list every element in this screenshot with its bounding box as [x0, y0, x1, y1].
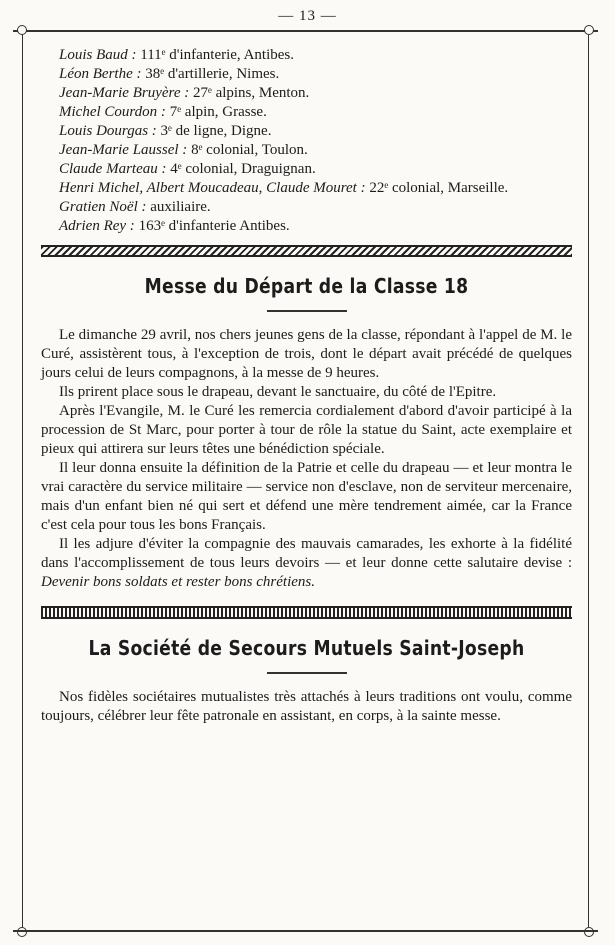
frame-ornament-icon — [17, 927, 27, 937]
section-title-societe: La Société de Secours Mutuels Saint-Joseph — [88, 636, 525, 660]
page-content — [41, 46, 572, 726]
soldier-entry: Adrien Rey : 163ᵉ d'infanterie Antibes. — [59, 218, 290, 234]
ornamental-divider — [41, 245, 572, 257]
paragraph: Le dimanche 29 avril, nos chers jeunes gens de la classe, répondant à l'appel de M. le Curé, assistèrent tous, à l'exception de trois, dont le départ avait précédé de quelques jours celui de leurs compagnons, à la messe de 9 heures. — [41, 327, 572, 381]
paragraph: Après l'Evangile, M. le Curé les remercia cordialement d'abord d'avoir participé à la procession de St Marc, pour porter à tour de rôle la statue du Saint, acte exemplaire et pieux qui attirera sur leurs têtes une bénédiction spéciale. — [41, 403, 572, 457]
title-rule — [267, 672, 347, 674]
soldier-entry: Henri Michel, Albert Moucadeau, Claude Mouret : 22ᵉ colonial, Marseille. — [59, 180, 509, 196]
frame-ornament-icon — [584, 927, 594, 937]
ornamental-divider — [41, 606, 572, 619]
soldier-entry: Louis Baud : 111ᵉ d'infanterie, Antibes. — [59, 47, 295, 63]
page-number: — 13 — — [278, 8, 337, 24]
motto: Devenir bons soldats et rester bons chrétiens. — [41, 574, 315, 590]
soldier-list — [41, 46, 572, 236]
paragraph: Il les adjure d'éviter la compagnie des mauvais camarades, les exhorte à la fidélité dans l'accomplissement de tous leurs devoirs — et leur donne cette salutaire devise : Devenir bons soldats et rester bons chrétiens. — [41, 536, 572, 590]
soldier-entry: Léon Berthe : 38ᵉ d'artillerie, Nimes. — [59, 66, 280, 82]
frame-ornament-icon — [584, 25, 594, 35]
title-rule — [267, 310, 347, 312]
soldier-entry: Louis Dourgas : 3ᵉ de ligne, Digne. — [59, 123, 272, 139]
page-frame — [22, 30, 589, 932]
paragraph: Ils prirent place sous le drapeau, devant le sanctuaire, du côté de l'Epitre. — [59, 384, 497, 400]
soldier-entry: Gratien Noël : auxiliaire. — [59, 199, 211, 215]
frame-ornament-icon — [17, 25, 27, 35]
soldier-entry: Claude Marteau : 4ᵉ colonial, Draguignan. — [59, 161, 316, 177]
paragraph: Il leur donna ensuite la définition de la Patrie et celle du drapeau — et leur montra le vrai caractère du service militaire — service non d'esclave, non de serviteur mercenaire, mais d'un enfant bien né qui sert et défend une mère tendrement aimée, car la France c'est cela pour tous les bons Français. — [41, 460, 572, 533]
soldier-entry: Michel Courdon : 7ᵉ alpin, Grasse. — [59, 104, 267, 120]
section-title-messe: Messe du Départ de la Classe 18 — [144, 274, 469, 298]
soldier-entry: Jean-Marie Bruyère : 27ᵉ alpins, Menton. — [59, 85, 310, 101]
soldier-entry: Jean-Marie Laussel : 8ᵉ colonial, Toulon. — [59, 142, 308, 158]
section-body-messe — [41, 326, 572, 592]
paragraph: Nos fidèles sociétaires mutualistes très attachés à leurs traditions ont voulu, comme toujours, célébrer leur fête patronale en assistant, en corps, à la sainte messe. — [41, 689, 572, 724]
